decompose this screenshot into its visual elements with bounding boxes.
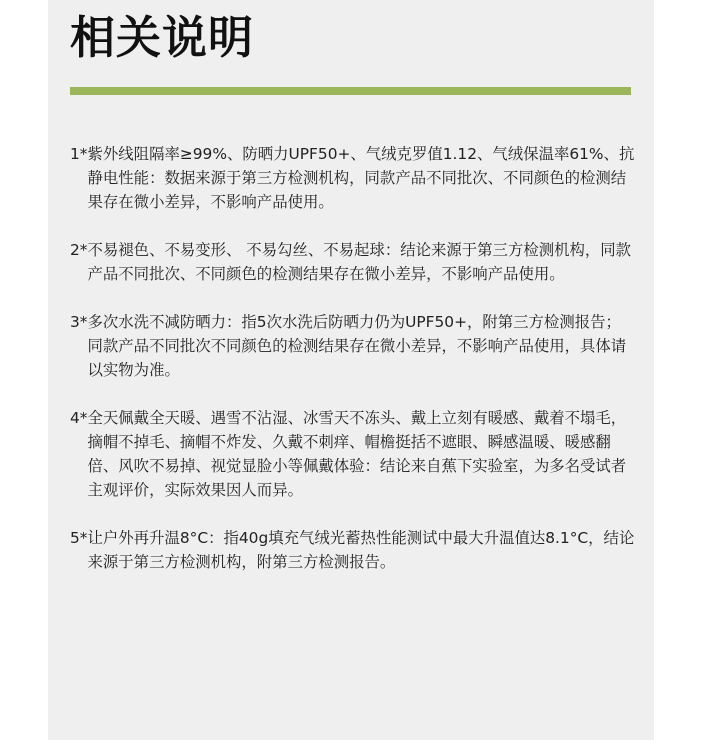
note-text: 不易褪色、不易变形、 不易勾丝、不易起球：结论来源于第三方检测机构，同款产品不同批次、不同颜色的检测结果存在微小差异，不影响产品使用。 (87, 241, 632, 283)
note-marker: 4* (70, 409, 88, 427)
note-item-2 (70, 238, 636, 286)
note-marker: 2* (70, 241, 88, 259)
note-item-3 (70, 310, 636, 382)
note-item-4 (70, 406, 636, 502)
note-marker: 1* (70, 145, 88, 163)
note-item-5 (70, 526, 636, 574)
note-text: 全天佩戴全天暖、遇雪不沾湿、冰雪天不冻头、戴上立刻有暖感、戴着不塌毛，摘帽不掉毛、摘帽不炸发、久戴不刺痒、帽檐挺括不遮眼、瞬感温暖、暖感翻倍、风吹不易掉、视觉显脸小等佩戴体验：结论来自蕉下实验室，为多名受试者主观评价，实际效果因人而异。 (87, 409, 627, 499)
note-marker: 3* (70, 313, 88, 331)
title-divider (70, 87, 631, 95)
page-title: 相关说明 (70, 11, 255, 64)
note-marker: 5* (70, 529, 88, 547)
note-text: 让户外再升温8°C：指40g填充气绒光蓄热性能测试中最大升温值达8.1°C，结论来源于第三方检测机构，附第三方检测报告。 (87, 529, 635, 571)
note-text: 多次水洗不减防晒力：指5次水洗后防晒力仍为UPF50+，附第三方检测报告；同款产品不同批次不同颜色的检测结果存在微小差异，不影响产品使用，具体请以实物为准。 (87, 313, 627, 379)
note-text: 紫外线阻隔率≥99%、防晒力UPF50+、气绒克罗值1.12、气绒保温率61%、抗静电性能：数据来源于第三方检测机构，同款产品不同批次、不同颜色的检测结果存在微小差异，不影响产品使用。 (87, 145, 635, 211)
notes-list (70, 142, 636, 574)
note-item-1 (70, 142, 636, 214)
